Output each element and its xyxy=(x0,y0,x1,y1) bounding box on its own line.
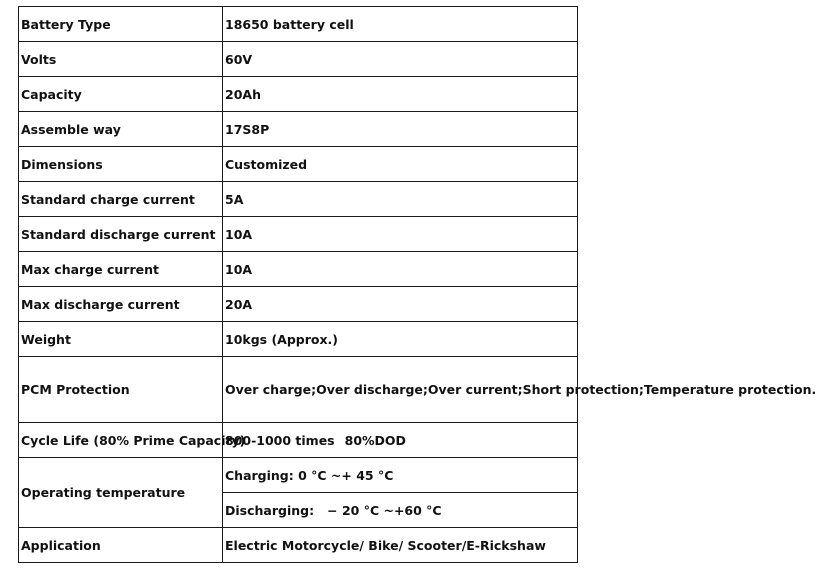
row-label: Application xyxy=(19,528,223,563)
row-label: Battery Type xyxy=(19,7,223,42)
row-value: 10A xyxy=(223,217,578,252)
table-row xyxy=(19,77,578,112)
row-label: Dimensions xyxy=(19,147,223,182)
table-row xyxy=(19,182,578,217)
table-row xyxy=(19,42,578,77)
row-value: Over charge;Over discharge;Over current;Short protection;Temperature protection. xyxy=(223,357,578,423)
row-label: Max charge current xyxy=(19,252,223,287)
table-row xyxy=(19,252,578,287)
row-label: Operating temperature xyxy=(19,458,223,528)
row-label: Standard charge current xyxy=(19,182,223,217)
charging-temperature: Charging: 0 °C ~+ 45 °C xyxy=(223,458,578,493)
row-value: 10kgs (Approx.) xyxy=(223,322,578,357)
battery-spec-table xyxy=(18,6,816,563)
cycle-count: 800-1000 times xyxy=(225,432,335,448)
row-label: Weight xyxy=(19,322,223,357)
row-value xyxy=(223,423,578,458)
row-value: Electric Motorcycle/ Bike/ Scooter/E-Rickshaw xyxy=(223,528,578,563)
row-value: 18650 battery cell xyxy=(223,7,578,42)
row-value: 20A xyxy=(223,287,578,322)
row-label: PCM Protection xyxy=(19,357,223,423)
row-label: Capacity xyxy=(19,77,223,112)
row-value: 20Ah xyxy=(223,77,578,112)
table-row xyxy=(19,423,578,458)
table-row xyxy=(19,7,578,42)
depth-of-discharge: 80%DOD xyxy=(344,432,406,448)
row-value: 5A xyxy=(223,182,578,217)
table-row xyxy=(19,217,578,252)
table-row xyxy=(19,322,578,357)
discharging-temperature: Discharging: − 20 °C ~+60 °C xyxy=(223,493,578,528)
table-row xyxy=(19,458,578,493)
row-label: Max discharge current xyxy=(19,287,223,322)
table-row xyxy=(19,147,578,182)
table-row xyxy=(19,112,578,147)
table-row xyxy=(19,528,578,563)
row-label: Assemble way xyxy=(19,112,223,147)
row-value: Customized xyxy=(223,147,578,182)
row-label: Cycle Life (80% Prime Capacity) xyxy=(19,423,223,458)
row-value: 10A xyxy=(223,252,578,287)
row-value: 17S8P xyxy=(223,112,578,147)
table-row xyxy=(19,357,578,423)
row-label: Standard discharge current xyxy=(19,217,223,252)
row-value: 60V xyxy=(223,42,578,77)
table-row xyxy=(19,287,578,322)
row-label: Volts xyxy=(19,42,223,77)
